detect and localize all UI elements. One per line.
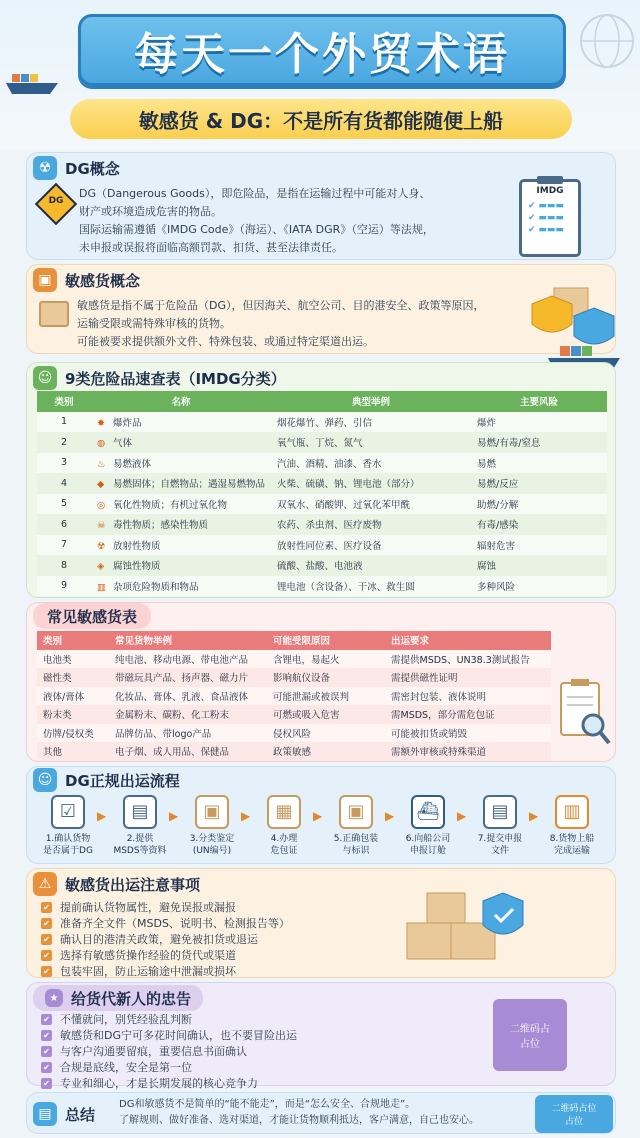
- hazard-icon: ✸: [97, 417, 105, 429]
- table-row: [37, 494, 607, 515]
- class-number: 4: [37, 473, 91, 494]
- step-icon: ⛴: [411, 795, 445, 829]
- table-row: [37, 473, 607, 494]
- class-name: 腐蚀性物质: [113, 561, 161, 573]
- table-row: [37, 453, 607, 474]
- check-icon: ✔: [41, 1062, 52, 1073]
- summary-heading: 总结: [65, 1105, 96, 1124]
- goods-example: 带磁玩具产品、扬声器、磁力片: [109, 668, 267, 687]
- step-label: 申报订舱: [409, 846, 446, 856]
- dg-concept-line: 未申报或误报将面临高额罚款、扣货、甚至法律责任。: [79, 241, 343, 254]
- page-subtitle: 敏感货 & DG：不是所有货都能随便上船: [70, 99, 572, 139]
- goods-category: 仿牌/侵权类: [37, 724, 109, 743]
- goods-category: 液体/膏体: [37, 687, 109, 706]
- sensitive-concept-line: 可能被要求提供额外文件、特殊包装、或通过特定渠道出运。: [77, 335, 374, 348]
- goods-example: 纯电池、移动电源、带电池产品: [109, 650, 267, 669]
- arrow-right-icon: ▶: [241, 809, 251, 823]
- page-title: 每天一个外贸术语: [78, 14, 566, 86]
- step-icon: ▤: [483, 795, 517, 829]
- goods-requirement: 可能被扣货或销毁: [385, 724, 551, 743]
- process-step: [321, 795, 391, 857]
- step-label: 2.提供: [126, 834, 154, 844]
- goods-category: 磁性类: [37, 668, 109, 687]
- sensitive-concept-text: [77, 297, 537, 351]
- sensitive-goods-section: [26, 602, 616, 762]
- arrow-right-icon: ▶: [457, 809, 467, 823]
- step-label: 3.分类鉴定: [189, 834, 235, 844]
- class-name: 易燃固体；自燃物品；遇湿易燃物品: [113, 479, 266, 491]
- goods-example: 电子烟、成人用品、保健品: [109, 742, 267, 761]
- class-name: 放射性物质: [113, 540, 161, 552]
- list-item: [41, 899, 290, 915]
- advice-list: [41, 1011, 297, 1091]
- process-step: [33, 795, 103, 857]
- table-row: [37, 514, 607, 535]
- class-name: 杂项危险物质和物品: [113, 581, 199, 593]
- goods-requirement: 需密封包装、液体说明: [385, 687, 551, 706]
- col-header: 可能受限原因: [267, 631, 385, 650]
- step-label: 1.确认货物: [45, 834, 91, 844]
- table-row: [37, 412, 607, 433]
- goods-category: 粉末类: [37, 705, 109, 724]
- goods-reason: 含锂电，易起火: [267, 650, 385, 669]
- notes-list: [41, 899, 290, 979]
- summary-line: 了解规则、做好准备、选对渠道，才能让货物顺利抵达，客户满意，自己也安心。: [119, 1115, 479, 1126]
- sensitive-concept-heading: 敏感货概念: [65, 271, 141, 290]
- check-icon: ✔: [41, 934, 52, 945]
- star-icon: ★: [45, 989, 63, 1007]
- notes-header: [33, 871, 200, 897]
- sensitive-concept-line: 运输受限或需特殊审核的货物。: [77, 317, 231, 330]
- check-icon: ✔: [41, 1030, 52, 1041]
- dg-class-table-wrap: [37, 391, 607, 596]
- class-example: 汽油、酒精、油漆、香水: [271, 453, 471, 474]
- check-icon: ✔: [41, 966, 52, 977]
- class-name: 易燃液体: [113, 458, 152, 470]
- class-name: 毒性物质；感染性物质: [113, 520, 209, 532]
- warning-icon: ⚠: [33, 872, 57, 896]
- summary-line: DG和敏感货不是简单的“能不能走”，而是“怎么安全、合规地走”。: [119, 1099, 416, 1110]
- col-header: 常见货物举例: [109, 631, 267, 650]
- hazard-icon: ☠: [97, 520, 106, 532]
- class-name: 气体: [113, 438, 133, 450]
- col-header: 类别: [37, 391, 91, 412]
- hazard-icon: ♨: [97, 458, 106, 470]
- advice-text: 与客户沟通要留痕，重要信息书面确认: [60, 1045, 247, 1058]
- class-name-cell: [91, 535, 271, 556]
- magnifier-clipboard-icon: [557, 675, 613, 755]
- step-label: MSDS等资料: [113, 846, 167, 856]
- goods-example: 品牌仿品、带logo产品: [109, 724, 267, 743]
- class-number: 5: [37, 494, 91, 515]
- person-icon: ☺: [33, 768, 57, 792]
- dg-concept-line: 财产或环境造成危害的物品。: [79, 205, 222, 218]
- list-item: [41, 1043, 297, 1059]
- class-number: 3: [37, 453, 91, 474]
- class-risk: 辐射危害: [471, 535, 607, 556]
- process-step: [249, 795, 319, 857]
- arrow-right-icon: ▶: [529, 809, 539, 823]
- boxes-shield-illustration: [399, 877, 529, 975]
- table-header-row: [37, 391, 607, 412]
- step-icon: ☑: [51, 795, 85, 829]
- step-label: (UN编号): [192, 846, 232, 856]
- people-icon: ☺: [33, 366, 57, 390]
- col-header: 主要风险: [471, 391, 607, 412]
- sensitive-goods-table: [37, 631, 551, 761]
- qr-code-placeholder: 二维码占 占位: [493, 999, 567, 1071]
- sensitive-goods-heading: 常见敏感货表: [47, 607, 138, 626]
- sensitive-goods-header: [33, 603, 151, 629]
- class-example: 农药、杀虫剂、医疗废物: [271, 514, 471, 535]
- class-risk: 爆炸: [471, 412, 607, 433]
- hazard-icon: ☢: [97, 540, 106, 552]
- step-icon: ▥: [555, 795, 589, 829]
- dg-badge-label: DG: [48, 196, 64, 206]
- clipboard-icon: IMDG ✔ ▬▬▬ ✔ ▬▬▬ ✔ ▬▬▬: [519, 179, 581, 257]
- step-icon: ▤: [123, 795, 157, 829]
- note-text: 包装牢固，防止运输途中泄漏或损坏: [60, 965, 236, 978]
- list-item: [41, 1059, 297, 1075]
- advice-text: 敏感货和DG宁可多花时间确认，也不要冒险出运: [60, 1029, 297, 1042]
- goods-example: 金属粉末、碳粉、化工粉末: [109, 705, 267, 724]
- step-label: 7.提交申报: [477, 834, 523, 844]
- class-name-cell: [91, 555, 271, 576]
- sensitive-concept-line: 敏感货是指不属于危险品（DG），但因海关、航空公司、目的港安全、政策等原因，: [77, 299, 485, 312]
- table-row: [37, 576, 607, 597]
- col-header: 名称: [91, 391, 271, 412]
- table-row: [37, 705, 551, 724]
- check-icon: ✔: [41, 1046, 52, 1057]
- note-text: 提前确认货物属性，避免误报或漏报: [60, 901, 236, 914]
- class-name-cell: [91, 473, 271, 494]
- class-risk: 易燃/有毒/窒息: [471, 432, 607, 453]
- class-name-cell: [91, 412, 271, 433]
- class-number: 6: [37, 514, 91, 535]
- class-risk: 腐蚀: [471, 555, 607, 576]
- class-risk: 多种风险: [471, 576, 607, 597]
- goods-reason: 影响航仪设备: [267, 668, 385, 687]
- table-row: [37, 555, 607, 576]
- goods-category: 其他: [37, 742, 109, 761]
- class-name-cell: [91, 453, 271, 474]
- class-example: 双氧水、硝酸钾、过氧化苯甲酰: [271, 494, 471, 515]
- col-header: 典型举例: [271, 391, 471, 412]
- dg-class-section: [26, 362, 616, 598]
- dg-class-header: [33, 365, 286, 391]
- process-header: [33, 767, 180, 793]
- arrow-right-icon: ▶: [169, 809, 179, 823]
- goods-category: 电池类: [37, 650, 109, 669]
- hazard-icon: ◎: [97, 499, 106, 511]
- class-example: 烟花爆竹、弹药、引信: [271, 412, 471, 433]
- table-row: [37, 432, 607, 453]
- list-item: [41, 963, 290, 979]
- check-icon: ✔: [41, 950, 52, 961]
- book-icon: ▤: [33, 1102, 57, 1126]
- list-item: [41, 1075, 297, 1091]
- class-risk: 有毒/感染: [471, 514, 607, 535]
- step-icon: ▦: [267, 795, 301, 829]
- class-number: 1: [37, 412, 91, 433]
- table-row: [37, 687, 551, 706]
- class-name-cell: [91, 576, 271, 597]
- class-example: 火柴、硫磺、钠、锂电池（部分）: [271, 473, 471, 494]
- class-number: 8: [37, 555, 91, 576]
- box-icon: ▣: [33, 268, 57, 292]
- info-icon: ☢: [33, 156, 57, 180]
- table-row: [37, 650, 551, 669]
- globe-icon: [578, 12, 636, 70]
- col-header: 出运要求: [385, 631, 551, 650]
- list-item: [41, 931, 290, 947]
- class-name: 氧化性物质；有机过氧化物: [113, 499, 228, 511]
- list-item: [41, 915, 290, 931]
- table-row: [37, 668, 551, 687]
- dg-class-table: [37, 391, 607, 596]
- class-example: 锂电池（含设备）、干冰、救生圆: [271, 576, 471, 597]
- class-name-cell: [91, 432, 271, 453]
- arrow-right-icon: ▶: [313, 809, 323, 823]
- class-name: 爆炸品: [113, 417, 142, 429]
- step-label: 完成运输: [553, 846, 590, 856]
- class-risk: 易燃/反应: [471, 473, 607, 494]
- process-step: [465, 795, 535, 857]
- advice-header: [33, 985, 203, 1011]
- hazard-icon: ▥: [97, 581, 106, 593]
- advice-section: [26, 982, 616, 1090]
- goods-requirement: 需额外审核或特殊渠道: [385, 742, 551, 761]
- list-item: [41, 1011, 297, 1027]
- summary-section: [26, 1092, 616, 1134]
- hazard-icon: ◍: [97, 438, 106, 450]
- sensitive-goods-table-wrap: [37, 631, 551, 761]
- step-label: 8.货物上船: [549, 834, 595, 844]
- goods-reason: 可燃或吸入危害: [267, 705, 385, 724]
- step-label: 4.办理: [270, 834, 298, 844]
- hazard-icon: ◆: [97, 479, 105, 491]
- goods-reason: 侵权风险: [267, 724, 385, 743]
- hazard-icon: ◈: [97, 561, 105, 573]
- check-icon: ✔: [41, 1014, 52, 1025]
- arrow-right-icon: ▶: [97, 809, 107, 823]
- process-step: [393, 795, 463, 857]
- note-text: 选择有敏感货操作经验的货代或渠道: [60, 949, 236, 962]
- step-label: 与标识: [342, 846, 370, 856]
- process-step: [105, 795, 175, 857]
- table-row: [37, 742, 551, 761]
- goods-reason: 政策敏感: [267, 742, 385, 761]
- class-number: 9: [37, 576, 91, 597]
- step-label: 5.正确包装: [333, 834, 379, 844]
- table-row: [37, 535, 607, 556]
- class-risk: 助燃/分解: [471, 494, 607, 515]
- dg-class-heading: 9类危险品速查表（IMDG分类）: [65, 369, 286, 388]
- process-step: [177, 795, 247, 857]
- dg-concept-header: [33, 155, 120, 181]
- class-name-cell: [91, 514, 271, 535]
- qr-code-placeholder: 二维码占位 占位: [535, 1095, 613, 1133]
- step-label: 文件: [490, 846, 509, 856]
- list-item: [41, 1027, 297, 1043]
- check-icon: ✔: [41, 902, 52, 913]
- arrow-right-icon: ▶: [385, 809, 395, 823]
- note-text: 确认目的港清关政策，避免被扣货或退运: [60, 933, 258, 946]
- step-icon: ▣: [195, 795, 229, 829]
- clipboard-label: IMDG: [536, 186, 564, 196]
- check-icon: ✔: [41, 918, 52, 929]
- table-row: [37, 724, 551, 743]
- goods-requirement: 需提供磁性证明: [385, 668, 551, 687]
- note-text: 准备齐全文件（MSDS、说明书、检测报告等）: [60, 917, 290, 930]
- advice-text: 不懂就问，别凭经验乱判断: [60, 1013, 192, 1026]
- class-example: 放射性同位素、医疗设备: [271, 535, 471, 556]
- dg-concept-heading: DG概念: [65, 159, 120, 178]
- ship-icon: [4, 60, 60, 100]
- process-step: [537, 795, 607, 857]
- class-example: 氧气瓶、丁烷、氮气: [271, 432, 471, 453]
- class-example: 硫酸、盐酸、电池液: [271, 555, 471, 576]
- dg-concept-line: 国际运输需遵循《IMDG Code》（海运）、《IATA DGR》（空运）等法规，: [79, 223, 434, 236]
- advice-text: 专业和细心，才是长期发展的核心竞争力: [60, 1077, 258, 1090]
- step-label: 是否属于DG: [43, 846, 93, 856]
- step-label: 危包证: [270, 846, 298, 856]
- class-name-cell: [91, 494, 271, 515]
- table-header-row: [37, 631, 551, 650]
- notes-heading: 敏感货出运注意事项: [65, 875, 201, 894]
- package-icon: [39, 301, 69, 327]
- list-item: [41, 947, 290, 963]
- dg-concept-section: [26, 152, 616, 260]
- goods-example: 化妆品、膏体、乳液、食品液体: [109, 687, 267, 706]
- step-icon: ▣: [339, 795, 373, 829]
- summary-header: [33, 1101, 95, 1127]
- class-number: 2: [37, 432, 91, 453]
- class-risk: 易燃: [471, 453, 607, 474]
- goods-reason: 可能泄漏或被误判: [267, 687, 385, 706]
- advice-heading: 给货代新人的忠告: [71, 989, 192, 1008]
- check-icon: ✔: [41, 1078, 52, 1089]
- goods-requirement: 需MSDS，部分需危包证: [385, 705, 551, 724]
- dg-concept-text: [79, 185, 519, 257]
- step-label: 6.向船公司: [405, 834, 451, 844]
- dg-concept-line: DG（Dangerous Goods），即危险品，是指在运输过程中可能对人身、: [79, 187, 431, 200]
- sensitive-concept-header: [33, 267, 140, 293]
- notes-section: [26, 868, 616, 978]
- goods-requirement: 需提供MSDS、UN38.3测试报告: [385, 650, 551, 669]
- process-heading: DG正规出运流程: [65, 771, 180, 790]
- summary-text: [119, 1097, 529, 1129]
- process-section: [26, 766, 616, 864]
- col-header: 类别: [37, 631, 109, 650]
- advice-text: 合规是底线，安全是第一位: [60, 1061, 192, 1074]
- class-number: 7: [37, 535, 91, 556]
